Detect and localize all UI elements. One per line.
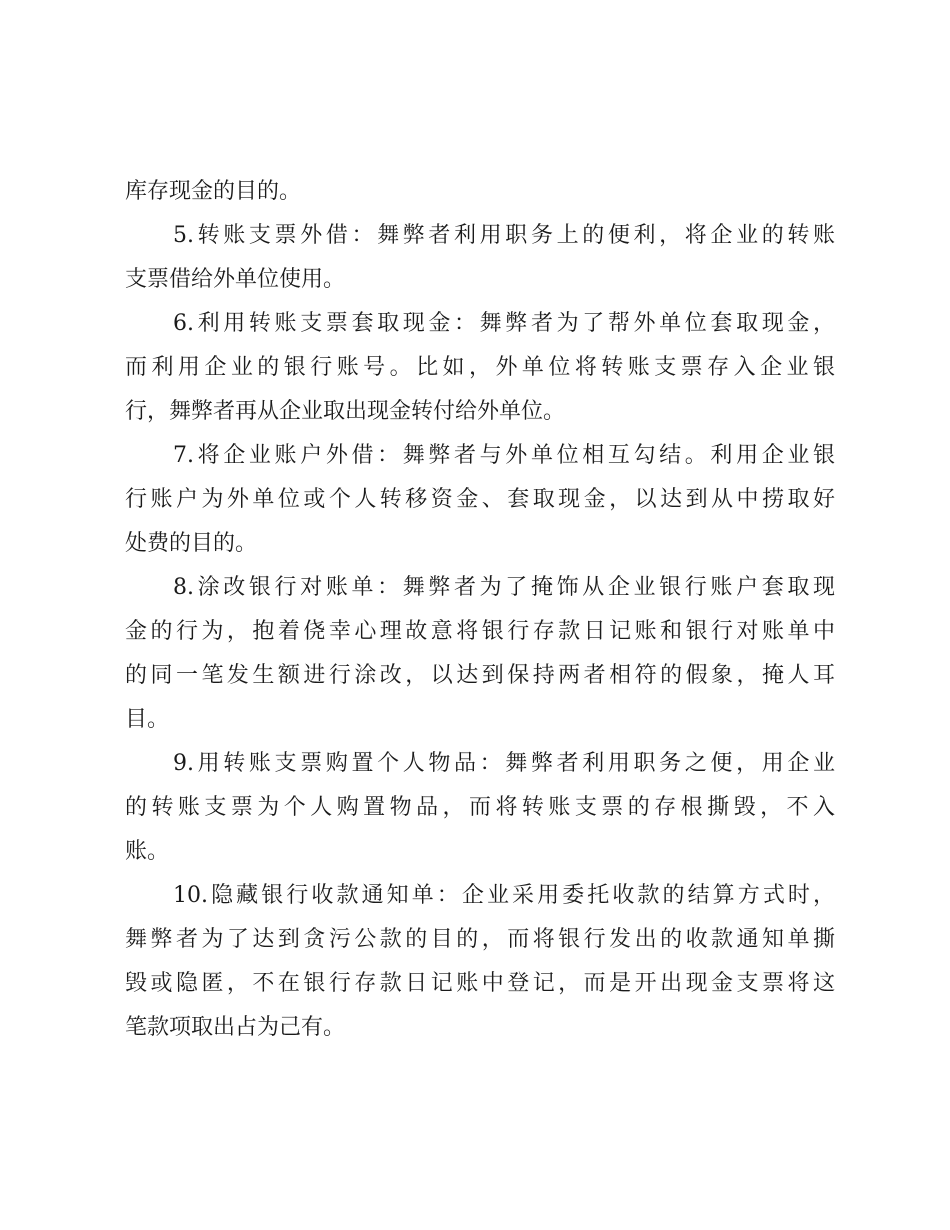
text-line: 笔款项取出占为己有。: [125, 1015, 346, 1040]
text-line: 行，舞弊者再从企业取出现金转付给外单位。: [125, 399, 566, 424]
paragraph-8-statement-alteration: [125, 566, 835, 742]
text-line: 5.转账支票外借：舞弊者利用职务上的便利，将企业的转账: [173, 223, 835, 248]
text-line: 舞弊者为了达到贪污公款的目的，而将银行发出的收款通知单撕: [125, 927, 835, 952]
text-line: 目。: [125, 707, 170, 732]
paragraph-continuation: [125, 170, 835, 214]
document-body: [125, 170, 835, 1050]
text-line: 7.将企业账户外借：舞弊者与外单位相互勾结。利用企业银: [173, 443, 835, 468]
paragraph-7-account-lending: [125, 434, 835, 566]
text-line: 8.涂改银行对账单：舞弊者为了掩饰从企业银行账户套取现: [173, 575, 835, 600]
text-line: 9.用转账支票购置个人物品：舞弊者利用职务之便，用企业: [173, 751, 835, 776]
paragraph-6-cash-extraction: [125, 302, 835, 434]
paragraph-9-personal-purchase: [125, 742, 835, 874]
text-line: 支票借给外单位使用。: [125, 267, 346, 292]
paragraph-10-hidden-collection-notice: [125, 874, 835, 1050]
text-line: 行账户为外单位或个人转移资金、套取现金，以达到从中捞取好: [125, 487, 835, 512]
text-line: 库存现金的目的。: [125, 179, 302, 204]
text-line: 的同一笔发生额进行涂改，以达到保持两者相符的假象，掩人耳: [125, 663, 835, 688]
paragraph-5-transfer-check-lending: [125, 214, 835, 302]
text-line: 处费的目的。: [125, 531, 258, 556]
text-line: 账。: [125, 839, 170, 864]
text-line: 而利用企业的银行账号。比如，外单位将转账支票存入企业银: [125, 355, 835, 380]
text-line: 的转账支票为个人购置物品，而将转账支票的存根撕毁，不入: [125, 795, 835, 820]
text-line: 金的行为，抱着侥幸心理故意将银行存款日记账和银行对账单中: [125, 619, 835, 644]
text-line: 毁或隐匿，不在银行存款日记账中登记，而是开出现金支票将这: [125, 971, 835, 996]
text-line: 6.利用转账支票套取现金：舞弊者为了帮外单位套取现金，: [173, 311, 835, 336]
text-line: 10.隐藏银行收款通知单：企业采用委托收款的结算方式时，: [173, 883, 835, 908]
